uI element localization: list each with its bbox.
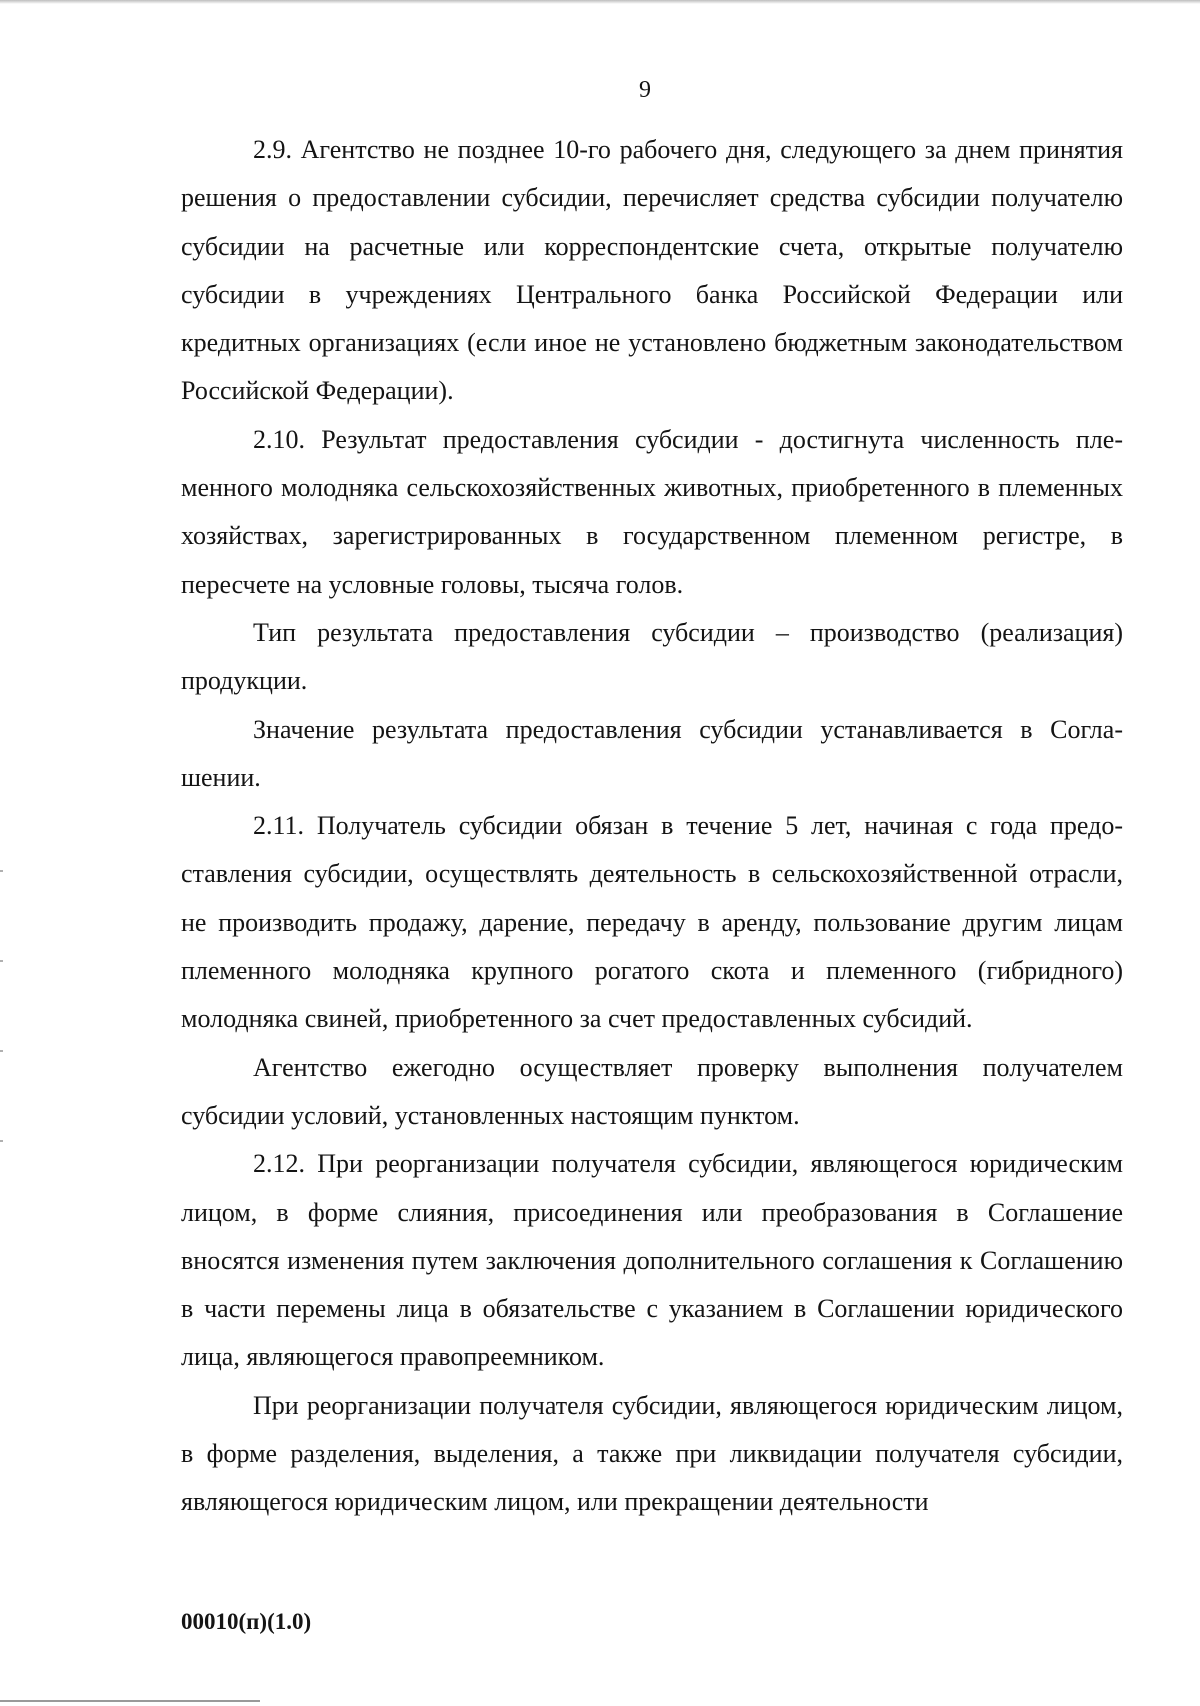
document-code: 00010(п)(1.0): [181, 1609, 312, 1634]
paragraph-result-type: Тип результата предоставления субсидии – производство (реализация) продукции.: [181, 617, 1123, 696]
paragraph-result-value: Значение результата предоставления субсидии устанавливается в Соглашении.: [181, 714, 1123, 792]
page-number: 9: [639, 77, 651, 103]
scan-edge-mark: [0, 870, 3, 872]
document-body: [181, 126, 1123, 1527]
paragraph-2-11: 2.11. Получатель субсидии обязан в течение 5 лет, начиная с года предоставления субсидии, осуществлять деятельность в сельскохозяйственной отрасли, не производить продажу, дарение, передачу в аренду, пользование другим лицам племенного молодняка крупного рогатого скота и племенного (гибридного) молодняка свиней, приобретенного за счет предоставленных субсидий.: [181, 811, 1123, 1034]
paragraph-agency-check: Агентство ежегодно осуществляет проверку выполнения получателем субсидии условий, установленных настоящим пунктом.: [181, 1052, 1123, 1130]
paragraph-reorganization: При реорганизации получателя субсидии, являющегося юридическим лицом, в форме разделения, выделения, а также при ликвидации получателя субсидии, являющегося юридическим лицом, или прекращении деятельности: [181, 1390, 1123, 1517]
paragraph-2-10: 2.10. Результат предоставления субсидии - достигнута численность племенного молодняка сельскохозяйственных животных, приобретенного в племенных хозяйствах, зарегистрированных в государственном племенном регистре, в пересчете на условные головы, тысяча голов.: [181, 424, 1123, 599]
paragraph-2-9: 2.9. Агентство не позднее 10-го рабочего дня, следующего за днем принятия решения о предоставлении субсидии, перечисляет средства субсидии получателю субсидии на расчетные или корреспондентские счета, открытые получателю субсидии в учреждениях Центрального банка Российской Федерации или кредитных организациях (если иное не установлено бюджетным законодательством Российской Федерации).: [181, 135, 1123, 406]
scan-edge-mark: [0, 1140, 3, 1142]
top-scan-edge: [0, 0, 1200, 4]
bottom-scan-edge: [0, 1700, 260, 1702]
paragraph-2-12: 2.12. При реорганизации получателя субсидии, являющегося юридическим лицом, в форме слияния, присоединения или преобразования в Соглашение вносятся изменения путем заключения дополнительного соглашения к Соглашению в части перемены лица в обязательстве с указанием в Соглашении юридического лица, являющегося правопреемником.: [181, 1149, 1123, 1372]
scan-edge-mark: [0, 960, 3, 962]
scan-edge-mark: [0, 1050, 3, 1052]
